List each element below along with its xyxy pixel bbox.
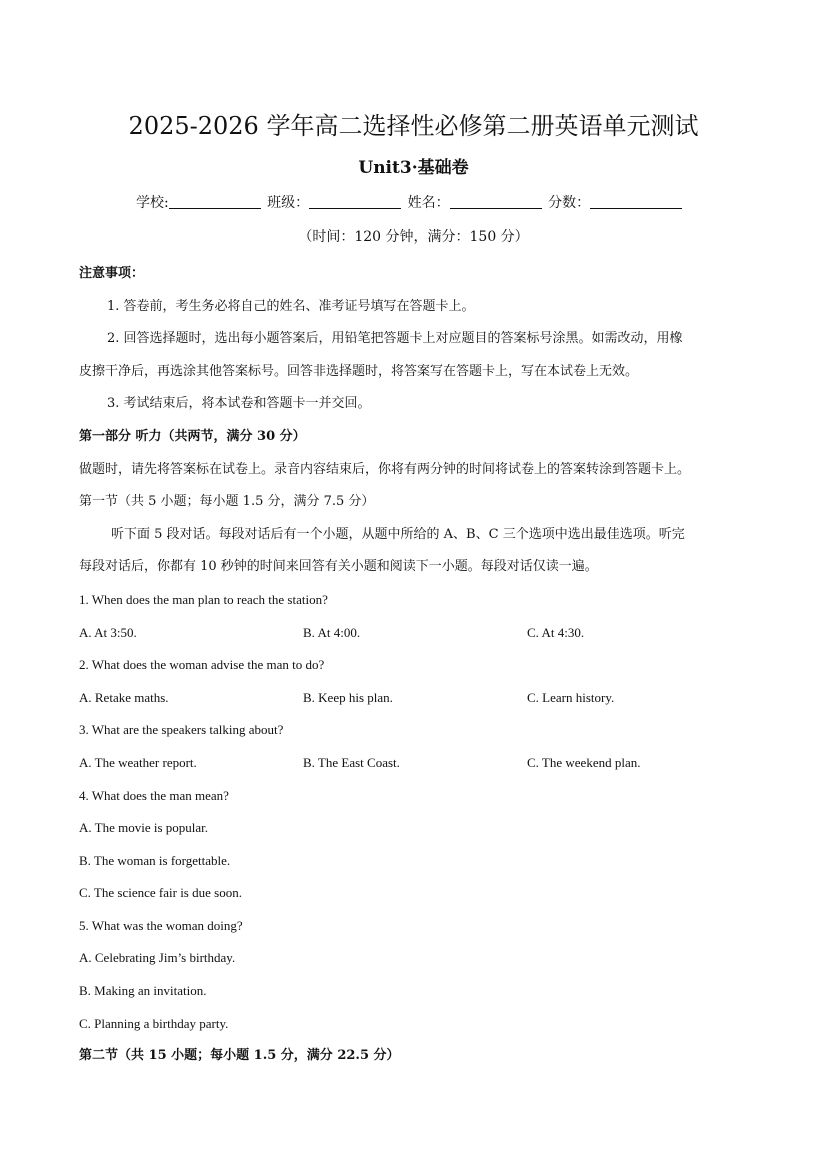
note-item: 1. 答卷前，考生务必将自己的姓名、准考证号填写在答题卡上。 xyxy=(107,298,475,314)
question-2: 2. What does the woman advise the man to do? xyxy=(79,657,325,673)
notes-heading: 注意事项： xyxy=(79,266,145,281)
class-label: 班级： xyxy=(267,195,310,211)
option-a: A. Retake maths. xyxy=(79,689,169,705)
option-c: C. The weekend plan. xyxy=(527,754,641,770)
option-a: A. The weather report. xyxy=(79,754,197,770)
school-blank xyxy=(169,194,261,209)
student-info-fields xyxy=(136,192,684,212)
note-item: 2. 回答选择题时，选出每小题答案后，用铅笔把答题卡上对应题目的答案标号涂黑。如需改动，用橡 xyxy=(107,331,683,347)
question-3: 3. What are the speakers talking about? xyxy=(79,722,284,738)
option-a: A. Celebrating Jim’s birthday. xyxy=(79,950,236,966)
option-b: B. The East Coast. xyxy=(303,754,400,770)
question-2-options xyxy=(79,682,751,715)
part1-heading: 第一部分 听力（共两节，满分 30 分） xyxy=(79,428,306,444)
question-3-options xyxy=(79,747,751,780)
section1-heading: 第一节（共 5 小题；每小题 1.5 分，满分 7.5 分） xyxy=(79,494,375,510)
option-b: B. Making an invitation. xyxy=(79,983,207,999)
note-item: 3. 考试结束后，将本试卷和答题卡一并交回。 xyxy=(107,396,371,412)
document-body xyxy=(79,258,751,1073)
score-label: 分数： xyxy=(548,195,591,211)
question-1: 1. When does the man plan to reach the station? xyxy=(79,591,328,607)
option-b: B. At 4:00. xyxy=(303,624,361,640)
option-c: C. At 4:30. xyxy=(527,624,585,640)
option-c: C. The science fair is due soon. xyxy=(79,885,242,901)
class-blank xyxy=(309,194,401,209)
option-c: C. Learn history. xyxy=(527,689,615,705)
option-b: B. The woman is forgettable. xyxy=(79,852,231,868)
score-blank xyxy=(590,194,682,209)
note-item-continued: 皮擦干净后，再选涂其他答案标号。回答非选择题时，将答案写在答题卡上，写在本试卷上无效。 xyxy=(79,363,639,379)
option-a: A. At 3:50. xyxy=(79,624,137,640)
name-label: 姓名： xyxy=(407,195,450,211)
option-b: B. Keep his plan. xyxy=(303,689,393,705)
section1-intro: 听下面 5 段对话。每段对话后有一个小题，从题中所给的 A、B、C 三个选项中选出最佳选项。听完 xyxy=(111,526,685,542)
section1-intro-continued: 每段对话后，你都有 10 秒钟的时间来回答有关小题和阅读下一小题。每段对话仅读一遍。 xyxy=(79,559,598,575)
document-title: 2025-2026 学年高二选择性必修第二册英语单元测试 xyxy=(128,112,699,140)
option-c: C. Planning a birthday party. xyxy=(79,1015,229,1031)
document-subtitle: Unit3·基础卷 xyxy=(358,158,469,178)
part1-instruction: 做题时，请先将答案标在试卷上。录音内容结束后，你将有两分钟的时间将试卷上的答案转涂到答题卡上。 xyxy=(79,461,691,477)
name-blank xyxy=(450,194,542,209)
question-5: 5. What was the woman doing? xyxy=(79,917,243,933)
question-4: 4. What does the man mean? xyxy=(79,787,229,803)
option-a: A. The movie is popular. xyxy=(79,820,209,836)
school-label: 学校: xyxy=(136,195,169,211)
exam-time: （时间：120 分钟，满分：150 分） xyxy=(298,229,529,245)
section2-heading: 第二节（共 15 小题；每小题 1.5 分，满分 22.5 分） xyxy=(79,1048,400,1064)
question-1-options xyxy=(79,617,751,650)
